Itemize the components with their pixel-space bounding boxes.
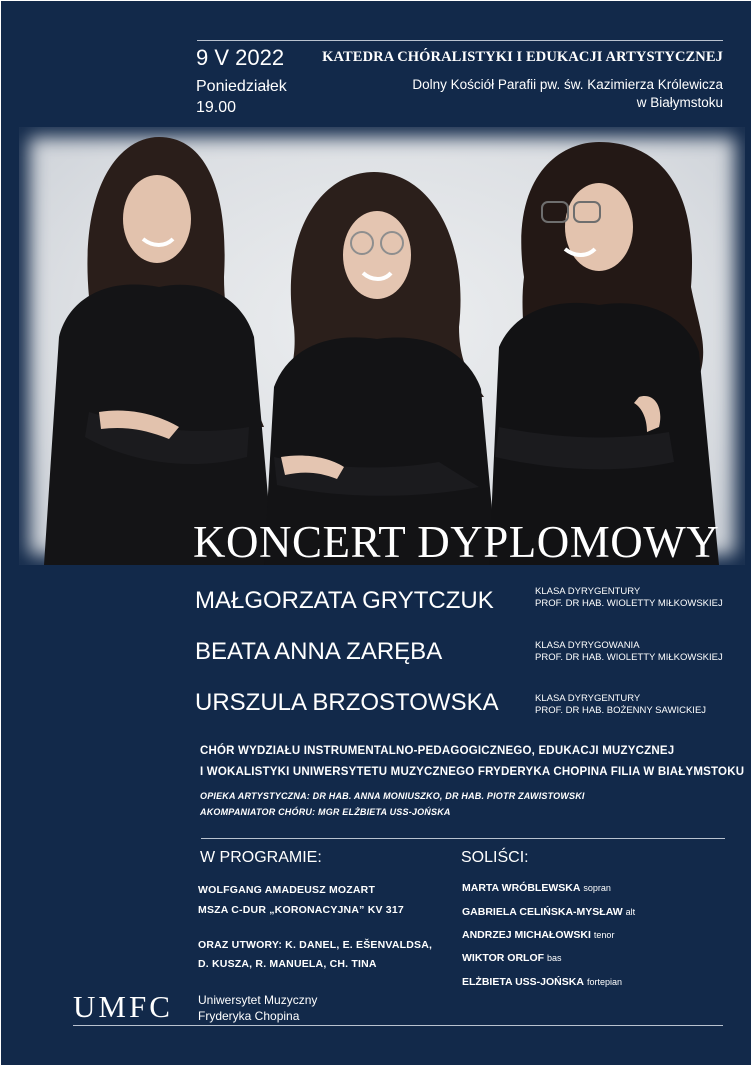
program-heading: W PROGRAMIE: xyxy=(200,849,322,866)
choir-accompanist: AKOMPANIATOR CHÓRU: MGR ELŻBIETA USS-JOŃSKA xyxy=(200,807,451,817)
soloist-name: WIKTOR ORLOF xyxy=(462,952,545,964)
concert-weekday: Poniedziałek xyxy=(196,78,287,95)
soloist-voice: tenor xyxy=(593,930,615,940)
performer-middle xyxy=(264,172,497,565)
soloist-name: MARTA WRÓBLEWSKA xyxy=(462,882,581,894)
performers-photo xyxy=(19,127,745,565)
program-work: MSZA C-DUR „KORONACYJNA” KV 317 xyxy=(198,904,404,916)
graduate-class xyxy=(535,693,706,717)
soloist-voice: fortepian xyxy=(586,977,622,987)
soloist-item xyxy=(462,929,614,941)
soloist-voice: sopran xyxy=(583,883,611,893)
department-name: KATEDRA CHÓRALISTYKI I EDUKACJI ARTYSTYCZNEJ xyxy=(322,49,723,65)
concert-title: KONCERT DYPLOMOWY xyxy=(193,517,720,567)
soloist-item xyxy=(462,882,611,894)
program-other-works-2: D. KUSZA, R. MANUELA, CH. TINA xyxy=(198,958,377,970)
graduate-name: BEATA ANNA ZARĘBA xyxy=(195,638,443,665)
middle-rule xyxy=(201,838,725,839)
graduate-class-type: KLASA DYRYGENTURY xyxy=(535,693,641,704)
soloist-voice: alt xyxy=(625,907,636,917)
venue-line-2: w Białymstoku xyxy=(636,95,723,110)
soloist-item xyxy=(462,906,635,918)
performer-left xyxy=(44,137,274,565)
graduate-class xyxy=(535,640,723,664)
umfc-logo: UMFC xyxy=(73,989,173,1024)
graduate-class xyxy=(535,586,723,610)
choir-line-1: CHÓR WYDZIAŁU INSTRUMENTALNO-PEDAGOGICZNEGO, EDUKACJI MUZYCZNEJ xyxy=(200,745,675,757)
program-composer: WOLFGANG AMADEUSZ MOZART xyxy=(198,884,376,896)
graduate-professor: PROF. DR HAB. WIOLETTY MIŁKOWSKIEJ xyxy=(535,598,723,609)
top-rule xyxy=(197,40,723,41)
university-name-line-1: Uniwersytet Muzyczny xyxy=(198,993,318,1007)
bottom-rule xyxy=(73,1025,723,1026)
program-other-works-1: ORAZ UTWORY: K. DANEL, E. EŠENVALDSA, xyxy=(198,939,433,951)
soloist-name: ELŻBIETA USS-JOŃSKA xyxy=(462,976,584,988)
graduate-name: MAŁGORZATA GRYTCZUK xyxy=(195,587,494,614)
performers-illustration xyxy=(19,127,745,565)
graduate-class-type: KLASA DYRYGENTURY xyxy=(535,586,641,597)
graduate-professor: PROF. DR HAB. BOŻENNY SAWICKIEJ xyxy=(535,705,707,716)
graduate-name: URSZULA BRZOSTOWSKA xyxy=(195,689,499,716)
soloist-voice: bas xyxy=(547,953,562,963)
graduate-professor: PROF. DR HAB. WIOLETTY MIŁKOWSKIEJ xyxy=(535,652,723,663)
university-name-line-2: Fryderyka Chopina xyxy=(198,1009,300,1023)
concert-poster xyxy=(1,1,751,1065)
soloist-name: ANDRZEJ MICHAŁOWSKI xyxy=(462,929,591,941)
graduate-class-type: KLASA DYRYGOWANIA xyxy=(535,640,640,651)
soloist-item xyxy=(462,952,562,964)
artistic-care: OPIEKA ARTYSTYCZNA: DR HAB. ANNA MONIUSZKO, DR HAB. PIOTR ZAWISTOWSKI xyxy=(200,791,585,801)
soloists-heading: SOLIŚCI: xyxy=(461,849,529,866)
performer-right xyxy=(489,142,719,565)
choir-line-2: I WOKALISTYKI UNIWERSYTETU MUZYCZNEGO FRYDERYKA CHOPINA FILIA W BIAŁYMSTOKU xyxy=(200,766,745,778)
concert-date: 9 V 2022 xyxy=(196,45,285,70)
soloist-item xyxy=(462,976,622,988)
venue-line-1: Dolny Kościół Parafii pw. św. Kazimierza Królewicza xyxy=(412,77,723,92)
concert-time: 19.00 xyxy=(196,99,237,116)
soloist-name: GABRIELA CELIŃSKA-MYSŁAW xyxy=(462,906,623,918)
